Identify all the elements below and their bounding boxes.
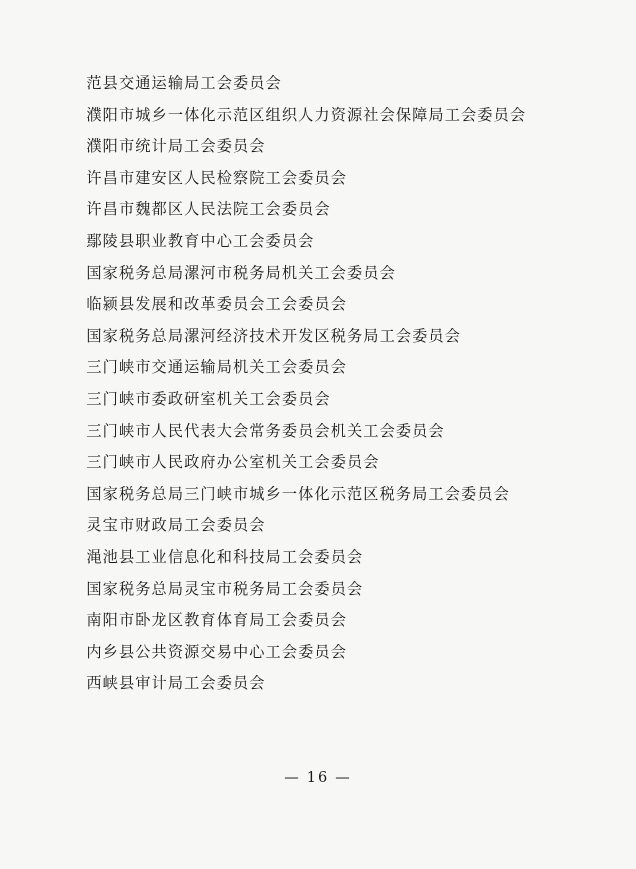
page-number-right-dash: — (335, 770, 352, 786)
paragraph: 鄢陵县职业教育中心工会委员会 (86, 231, 315, 250)
paragraph: 南阳市卧龙区教育体育局工会委员会 (86, 611, 347, 630)
paragraph: 许昌市魏都区人民法院工会委员会 (86, 200, 331, 219)
paragraph: 西峡县审计局工会委员会 (86, 674, 266, 693)
paragraph: 三门峡市委政研室机关工会委员会 (86, 389, 331, 408)
paragraph: 三门峡市人民代表大会常务委员会机关工会委员会 (86, 421, 445, 440)
paragraph: 三门峡市人民政府办公室机关工会委员会 (86, 453, 380, 472)
page-number-left-dash: — (284, 770, 301, 786)
paragraph: 内乡县公共资源交易中心工会委员会 (86, 642, 347, 661)
document-body (56, 68, 580, 700)
paragraph: 许昌市建安区人民检察院工会委员会 (86, 168, 347, 187)
paragraph: 灵宝市财政局工会委员会 (86, 516, 266, 535)
paragraph: 范县交通运输局工会委员会 (86, 74, 282, 92)
page-number (0, 770, 636, 786)
paragraph: 濮阳市城乡一体化示范区组织人力资源社会保障局工会委员会 (86, 105, 527, 124)
paragraph: 国家税务总局灵宝市税务局工会委员会 (86, 579, 364, 598)
paragraph: 国家税务总局漯河经济技术开发区税务局工会委员会 (86, 326, 462, 345)
paragraph: 国家税务总局漯河市税务局机关工会委员会 (86, 263, 396, 282)
paragraph: 渑池县工业信息化和科技局工会委员会 (86, 547, 364, 566)
paragraph: 国家税务总局三门峡市城乡一体化示范区税务局工会委员会 (86, 484, 510, 503)
paragraph: 濮阳市统计局工会委员会 (86, 137, 266, 156)
page-number-value: 16 (306, 770, 330, 786)
paragraph: 临颍县发展和改革委员会工会委员会 (86, 295, 347, 314)
paragraph: 三门峡市交通运输局机关工会委员会 (86, 358, 347, 377)
